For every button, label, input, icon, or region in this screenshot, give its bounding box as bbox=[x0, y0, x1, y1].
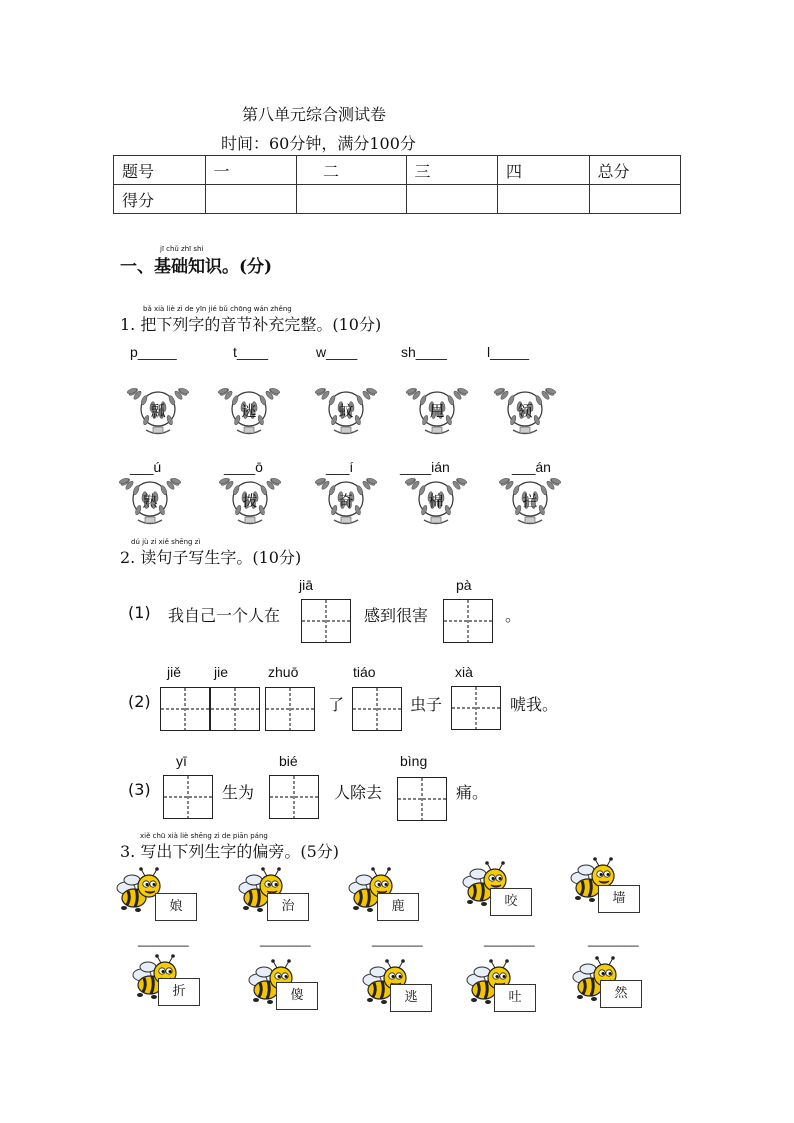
pinyin-hint: jiā bbox=[299, 577, 314, 593]
character-box: 傻 bbox=[276, 982, 318, 1010]
sentence-label: (3) bbox=[128, 780, 151, 799]
wreath-character bbox=[218, 473, 282, 527]
writing-grid[interactable] bbox=[265, 687, 315, 731]
score-input-cell[interactable] bbox=[589, 185, 681, 214]
sentence-text: 生为 bbox=[222, 783, 255, 802]
pinyin-hint: yī bbox=[176, 753, 187, 769]
answer-line[interactable]: _______ bbox=[484, 932, 535, 947]
character-box: 逃 bbox=[390, 984, 432, 1012]
writing-grid[interactable] bbox=[163, 775, 213, 819]
pinyin-hint: xià bbox=[455, 664, 473, 680]
page-subtitle: 时间：60分钟，满分100分 bbox=[221, 134, 416, 153]
answer-line[interactable]: _______ bbox=[588, 932, 639, 947]
page-title: 第八单元综合测试卷 bbox=[242, 105, 387, 124]
character-box: 然 bbox=[600, 980, 642, 1008]
pinyin-blank[interactable]: t____ bbox=[233, 344, 269, 360]
section-pinyin: jī chǔ zhī shi bbox=[160, 245, 204, 253]
character-box: 咬 bbox=[490, 888, 532, 916]
table-cell: 总分 bbox=[589, 156, 681, 185]
table-cell: 得分 bbox=[114, 185, 206, 214]
character-box: 鹿 bbox=[377, 893, 419, 921]
writing-grid[interactable] bbox=[443, 599, 493, 643]
table-row bbox=[114, 185, 681, 214]
wreath-character bbox=[126, 383, 190, 437]
pinyin-blank[interactable]: sh____ bbox=[401, 344, 447, 360]
wreath-character bbox=[493, 383, 557, 437]
character: 拦 bbox=[522, 492, 538, 510]
writing-grid[interactable] bbox=[210, 687, 260, 731]
wreath-character bbox=[498, 473, 562, 527]
writing-grid[interactable] bbox=[397, 777, 447, 821]
table-cell: 三 bbox=[406, 156, 498, 185]
pinyin-blank[interactable]: p_____ bbox=[130, 344, 177, 360]
pinyin-hint: bìng bbox=[400, 753, 428, 769]
pinyin-blank[interactable]: ___ú bbox=[130, 459, 162, 475]
pinyin-blank[interactable]: l_____ bbox=[487, 344, 530, 360]
wreath-character bbox=[404, 473, 468, 527]
question-pinyin: xiě chū xià liè shēng zì de piān páng bbox=[140, 832, 268, 840]
question-title: 3. 写出下列生字的偏旁。(5分) bbox=[120, 842, 340, 861]
answer-line[interactable]: _______ bbox=[260, 932, 311, 947]
wreath-character bbox=[118, 473, 182, 527]
pinyin-blank[interactable]: ___án bbox=[512, 459, 551, 475]
wreath-character bbox=[314, 473, 378, 527]
pinyin-hint: jiě bbox=[167, 664, 182, 680]
score-input-cell[interactable] bbox=[205, 185, 297, 214]
wreath-character bbox=[217, 383, 281, 437]
character-box: 吐 bbox=[494, 984, 536, 1012]
pinyin-hint: tiáo bbox=[353, 664, 376, 680]
pinyin-hint: bié bbox=[279, 753, 298, 769]
question-pinyin: dú jù zi xiě shēng zì bbox=[131, 538, 201, 546]
sentence-text: 人除去 bbox=[334, 783, 383, 802]
table-cell: 一 bbox=[205, 156, 297, 185]
writing-grid[interactable] bbox=[301, 599, 351, 643]
score-input-cell[interactable] bbox=[406, 185, 498, 214]
writing-grid[interactable] bbox=[269, 775, 319, 819]
question-title: 2. 读句子写生字。(10分) bbox=[120, 548, 302, 567]
sentence-text: 我自己一个人在 bbox=[168, 606, 281, 625]
character: 奇 bbox=[338, 492, 354, 510]
sentence-text: 虫子 bbox=[410, 695, 443, 714]
pinyin-blank[interactable]: ____ō bbox=[224, 459, 263, 475]
answer-line[interactable]: _______ bbox=[372, 932, 423, 947]
sentence-text: 了 bbox=[328, 695, 345, 714]
section-title: 一、基础知识。(分) bbox=[120, 257, 273, 277]
score-input-cell[interactable] bbox=[498, 185, 590, 214]
sentence-text: 。 bbox=[505, 606, 522, 625]
table-row bbox=[114, 156, 681, 185]
score-table bbox=[113, 155, 681, 214]
question-title: 1. 把下列字的音节补充完整。(10分) bbox=[120, 315, 382, 334]
sentence-label: (2) bbox=[128, 692, 151, 711]
score-input-cell[interactable] bbox=[297, 185, 407, 214]
answer-line[interactable]: _______ bbox=[138, 932, 189, 947]
pinyin-blank[interactable]: w____ bbox=[316, 344, 358, 360]
sentence-text: 唬我。 bbox=[510, 695, 559, 714]
character-box: 折 bbox=[158, 978, 200, 1006]
writing-grid[interactable] bbox=[352, 687, 402, 731]
sentence-label: (1) bbox=[128, 603, 151, 622]
table-cell: 题号 bbox=[114, 156, 206, 185]
sentence-text: 痛。 bbox=[456, 783, 489, 802]
pinyin-blank[interactable]: ___í bbox=[326, 459, 354, 475]
wreath-character bbox=[405, 383, 469, 437]
wreath-character bbox=[314, 383, 378, 437]
character-box: 娘 bbox=[155, 893, 197, 921]
pinyin-hint: jie bbox=[214, 664, 229, 680]
pinyin-blank[interactable]: ____ián bbox=[400, 459, 450, 475]
character: 瓢 bbox=[150, 402, 166, 420]
pinyin-hint: pà bbox=[456, 577, 472, 593]
writing-grid[interactable] bbox=[451, 686, 501, 730]
character: 熟 bbox=[142, 492, 158, 510]
character-box: 墙 bbox=[598, 885, 640, 913]
character: 逃 bbox=[241, 402, 257, 420]
character: 甩 bbox=[429, 402, 445, 420]
table-cell: 四 bbox=[498, 156, 590, 185]
character-box: 治 bbox=[267, 893, 309, 921]
pinyin-hint: zhuō bbox=[268, 664, 299, 680]
character: 蚊 bbox=[338, 402, 354, 420]
character: 拨 bbox=[242, 492, 258, 510]
writing-grid[interactable] bbox=[160, 687, 210, 731]
table-cell: 二 bbox=[297, 156, 407, 185]
sentence-text: 感到很害 bbox=[364, 606, 429, 625]
character: 领 bbox=[517, 402, 533, 420]
character: 棉 bbox=[428, 492, 444, 510]
question-pinyin: bǎ xià liè zì de yīn jié bǔ chōng wán zhěng bbox=[143, 305, 292, 313]
